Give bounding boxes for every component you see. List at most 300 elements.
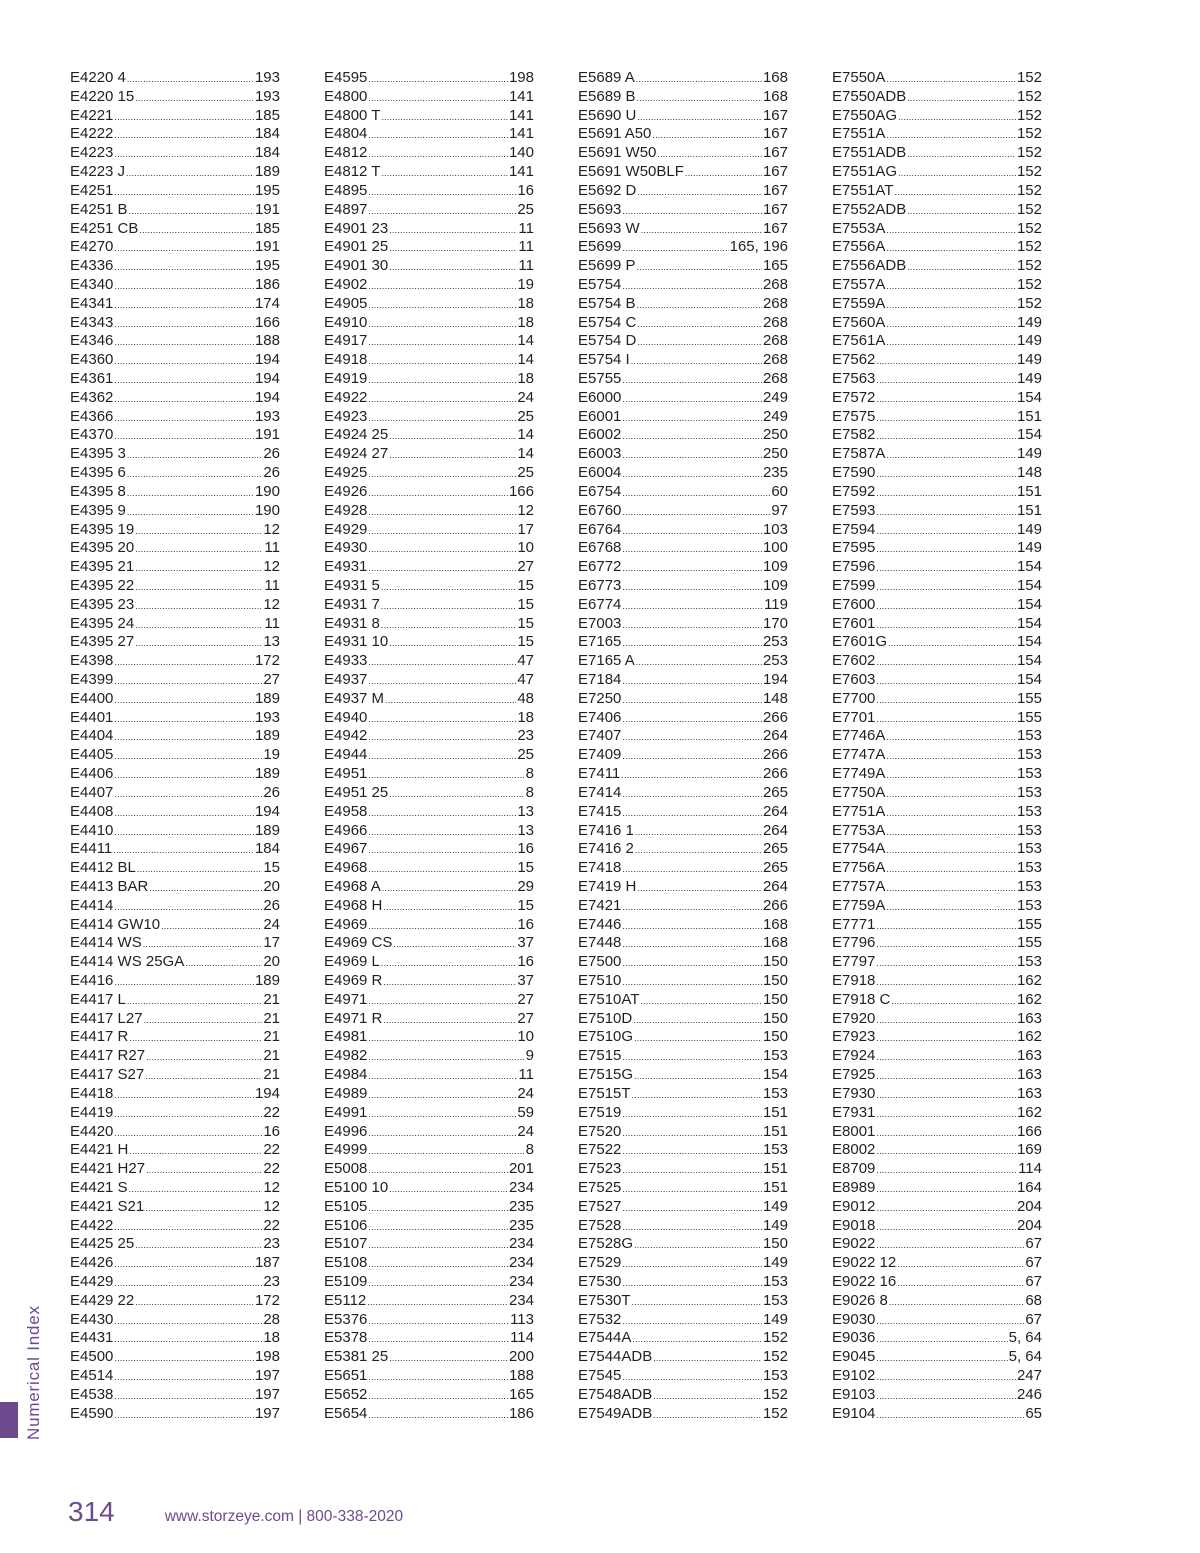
dot-leader [368,202,516,221]
index-entry [578,539,788,558]
dot-leader [876,1387,1016,1406]
dot-leader [381,108,508,127]
page-reference: 266 [762,746,788,764]
part-number: E4918 [324,351,368,369]
part-number: E4417 L27 [70,1009,143,1027]
index-entry [324,1367,534,1386]
page-reference: 47 [517,652,534,670]
part-number: E4969 [324,915,368,933]
dot-leader [888,634,1016,653]
part-number: E7592 [832,482,876,500]
part-number: E4426 [70,1254,114,1272]
index-entry [578,1405,788,1424]
part-number: E7749A [832,765,886,783]
part-number: E7602 [832,652,876,670]
part-number: E4500 [70,1348,114,1366]
part-number: E4969 CS [324,934,393,952]
index-entry [832,1405,1042,1424]
page-reference: 155 [1016,915,1042,933]
index-entry [578,1329,788,1348]
dot-leader [876,616,1016,635]
page-reference: 18 [517,313,534,331]
page-reference: 149 [762,1310,788,1328]
page-reference: 153 [1016,821,1042,839]
dot-leader [622,202,762,221]
page-reference: 60 [771,482,788,500]
part-number: E7751A [832,802,886,820]
index-entry [324,1104,534,1123]
index-entry [832,1235,1042,1254]
index-entry [832,163,1042,182]
part-number: E7510D [578,1009,633,1027]
page-reference: 24 [517,1122,534,1140]
part-number: E7528 [578,1216,622,1234]
index-entry [70,596,280,615]
dot-leader [368,1330,509,1349]
dot-leader [622,728,762,747]
index-entry [324,69,534,88]
page-reference: 149 [762,1197,788,1215]
page-reference: 155 [1016,689,1042,707]
part-number: E9045 [832,1348,876,1366]
index-entry [832,314,1042,333]
index-entry [578,1292,788,1311]
index-entry [578,1010,788,1029]
page-reference: 165 [508,1385,534,1403]
part-number: E4895 [324,181,368,199]
dot-leader [622,371,762,390]
page-reference: 191 [254,238,280,256]
index-entry [70,295,280,314]
dot-leader [876,1011,1016,1030]
dot-leader [383,1011,516,1030]
part-number: E4925 [324,464,368,482]
index-entry [70,144,280,163]
part-number: E7797 [832,953,876,971]
dot-leader [135,522,262,541]
dot-leader [622,239,728,258]
page-reference: 153 [1016,727,1042,745]
dot-leader [368,503,516,522]
part-number: E6754 [578,482,622,500]
index-entry [324,1405,534,1424]
dot-leader [127,992,262,1011]
index-entry [578,1141,788,1160]
index-entry [578,276,788,295]
part-number: E6004 [578,464,622,482]
part-number: E9018 [832,1216,876,1234]
page-reference: 5, 64 [1008,1329,1042,1347]
dot-leader [622,1274,762,1293]
dot-leader [886,898,1016,917]
dot-leader [368,1199,508,1218]
dot-leader [876,1312,1024,1331]
dot-leader [622,917,762,936]
part-number: E4406 [70,765,114,783]
dot-leader [114,747,262,766]
page-reference: 155 [1016,934,1042,952]
part-number: E4989 [324,1084,368,1102]
dot-leader [876,578,1016,597]
index-entry [832,220,1042,239]
dot-leader [114,785,262,804]
part-number: E7165 [578,633,622,651]
page-reference: 18 [517,370,534,387]
page-reference: 16 [517,840,534,858]
part-number: E9022 16 [832,1273,897,1290]
dot-leader [368,484,508,503]
part-number: E4395 20 [70,539,135,557]
index-entry [70,351,280,370]
section-tab [0,1402,18,1438]
page-reference: 19 [517,275,534,293]
page-reference: 16 [517,953,534,971]
page-reference: 165, 196 [729,238,788,256]
page-reference: 14 [517,351,534,369]
dot-leader [114,1330,262,1349]
index-entry [578,1047,788,1066]
index-entry [70,897,280,916]
part-number: E5381 25 [324,1348,389,1366]
page-reference: 14 [517,445,534,463]
dot-leader [898,108,1016,127]
dot-leader [622,578,762,597]
dot-leader [894,183,1016,202]
dot-leader [368,315,516,334]
index-entry [324,370,534,389]
index-entry [324,840,534,859]
part-number: E4417 L [70,990,126,1008]
page-reference: 14 [517,426,534,444]
index-entry [832,709,1042,728]
dot-leader [135,578,263,597]
dot-leader [876,484,1016,503]
part-number: E7582 [832,426,876,444]
dot-leader [876,597,1016,616]
index-entry [578,878,788,897]
index-entry [324,953,534,972]
part-number: E5693 [578,200,622,218]
part-number: E4222 [70,125,114,143]
part-number: E7415 [578,802,622,820]
dot-leader [114,1312,262,1331]
index-entry [832,521,1042,540]
index-entry [324,746,534,765]
part-number: E6773 [578,576,622,594]
index-entry [324,577,534,596]
part-number: E7550A [832,69,886,86]
dot-leader [114,823,254,842]
dot-leader [135,634,262,653]
page-reference: 198 [508,69,534,86]
page-reference: 11 [518,1066,534,1084]
index-entry [324,596,534,615]
page-reference: 189 [254,765,280,783]
dot-leader [368,1274,508,1293]
index-entry [324,1386,534,1405]
index-entry [832,803,1042,822]
dot-leader [114,728,254,747]
part-number: E4401 [70,708,114,726]
page-reference: 268 [762,313,788,331]
index-entry [578,934,788,953]
part-number: E7750A [832,783,886,801]
part-number: E7549ADB [578,1404,653,1422]
page-reference: 265 [762,783,788,801]
dot-leader [876,465,1016,484]
page-reference: 153 [762,1141,788,1159]
page-reference: 151 [1016,482,1042,500]
page-reference: 18 [517,294,534,312]
part-number: E6768 [578,539,622,557]
dot-leader [891,992,1016,1011]
page-reference: 194 [254,1084,280,1102]
index-entry [578,784,788,803]
dot-leader [622,597,763,616]
part-number: E7759A [832,896,886,914]
page-reference: 167 [762,219,788,237]
part-number: E7754A [832,840,886,858]
dot-leader [126,164,254,183]
index-entry [832,596,1042,615]
part-number: E4251 B [70,200,128,218]
dot-leader [876,559,1016,578]
part-number: E6774 [578,595,622,613]
page-reference: 264 [762,802,788,820]
index-entry [578,671,788,690]
index-entry [324,859,534,878]
page-reference: 151 [762,1122,788,1140]
page-reference: 166 [254,313,280,331]
index-entry [578,633,788,652]
dot-leader [622,1255,762,1274]
dot-leader [368,1086,516,1105]
dot-leader [368,728,516,747]
index-entry [324,1273,534,1292]
page-reference: 169 [1016,1141,1042,1159]
dot-leader [135,540,263,559]
part-number: E5112 [324,1291,367,1309]
page-reference: 167 [762,144,788,162]
page-reference: 27 [517,1009,534,1027]
page-reference: 67 [1025,1235,1042,1253]
part-number: E4902 [324,275,368,293]
index-entry [324,615,534,634]
dot-leader [368,352,516,371]
dot-leader [621,766,762,785]
dot-leader [137,860,262,879]
page-reference: 265 [762,859,788,877]
dot-leader [886,879,1016,898]
dot-leader [114,145,254,164]
part-number: E4340 [70,275,114,293]
part-number: E4421 H27 [70,1160,146,1178]
part-number: E4966 [324,821,368,839]
dot-leader [368,747,516,766]
part-number: E7519 [578,1103,622,1121]
part-number: E4399 [70,671,114,688]
index-entry [70,953,280,972]
part-number: E7596 [832,558,876,576]
dot-leader [114,1274,262,1293]
index-entry [70,1273,280,1292]
dot-leader [114,1387,254,1406]
index-entry [578,521,788,540]
page-reference: 25 [517,407,534,425]
part-number: E4395 23 [70,595,135,613]
page-reference: 21 [263,990,280,1008]
dot-leader [368,1124,516,1143]
dot-leader [640,992,762,1011]
page-reference: 24 [517,1084,534,1102]
dot-leader [622,390,762,409]
page-reference: 235 [508,1216,534,1234]
index-entry [324,332,534,351]
index-entry [70,1179,280,1198]
part-number: E9103 [832,1385,876,1403]
dot-leader [368,672,516,691]
index-entry [70,464,280,483]
dot-leader [622,1048,762,1067]
part-number: E5699 P [578,257,636,275]
part-number: E5109 [324,1273,368,1290]
dot-leader [368,145,508,164]
page-reference: 23 [517,727,534,745]
part-number: E7757A [832,877,886,895]
index-entry [70,332,280,351]
part-number: E4924 25 [324,426,389,444]
dot-leader [876,653,1016,672]
part-number: E4417 R [70,1028,129,1046]
page-reference: 266 [762,765,788,783]
index-entry [832,746,1042,765]
index-entry [324,1254,534,1273]
page-reference: 253 [762,633,788,651]
page-reference: 25 [517,464,534,482]
part-number: E7530 [578,1273,622,1290]
index-column [832,69,1042,1424]
dot-leader [368,540,516,559]
page-reference: 26 [263,464,280,482]
part-number: E7525 [578,1178,622,1196]
part-number: E7562 [832,351,876,369]
part-number: E8709 [832,1160,876,1178]
page-reference: 10 [517,1028,534,1046]
page-reference: 193 [254,708,280,726]
index-entry [70,88,280,107]
part-number: E5651 [324,1367,368,1385]
part-number: E5376 [324,1310,368,1328]
page-reference: 26 [263,445,280,463]
dot-leader [637,296,762,315]
index-entry [578,690,788,709]
part-number: E6772 [578,558,622,576]
index-entry [324,878,534,897]
page-reference: 172 [254,652,280,670]
dot-leader [876,1180,1016,1199]
page-reference: 200 [508,1348,534,1366]
index-entry [70,426,280,445]
index-entry [70,257,280,276]
part-number: E4395 27 [70,633,135,651]
dot-leader [886,804,1016,823]
part-number: E4905 [324,294,368,312]
part-number: E8002 [832,1141,876,1159]
page-reference: 163 [1016,1066,1042,1084]
part-number: E4223 [70,144,114,162]
page-reference: 149 [1016,351,1042,369]
dot-leader [886,841,1016,860]
index-entry [70,1386,280,1405]
page-reference: 22 [263,1160,280,1178]
part-number: E4981 [324,1028,368,1046]
dot-leader [622,522,762,541]
page-reference: 162 [1016,1028,1042,1046]
page-reference: 154 [1016,633,1042,651]
page-reference: 109 [762,576,788,594]
index-entry [324,389,534,408]
dot-leader [652,126,762,145]
part-number: E9104 [832,1404,876,1422]
part-number: E4942 [324,727,368,745]
part-number: E6760 [578,501,622,519]
dot-leader [622,691,762,710]
dot-leader [114,1086,254,1105]
page-reference: 197 [254,1385,280,1403]
dot-leader [907,145,1016,164]
index-entry [578,1085,788,1104]
dot-leader [389,427,516,446]
index-entry [578,257,788,276]
part-number: E7925 [832,1066,876,1084]
index-entry [832,332,1042,351]
index-entry [578,1273,788,1292]
index-entry [832,1179,1042,1198]
dot-leader [145,1067,262,1086]
page-reference: 152 [1016,125,1042,143]
dot-leader [127,465,262,484]
part-number: E4421 H [70,1141,129,1159]
dot-leader [636,70,762,89]
page-reference: 8 [525,1141,534,1159]
dot-leader [114,973,254,992]
page-reference: 28 [263,1310,280,1328]
dot-leader [383,973,516,992]
part-number: E5691 A50 [578,125,652,143]
part-number: E4812 T [324,163,381,181]
index-entry [832,257,1042,276]
dot-leader [886,860,1016,879]
part-number: E5106 [324,1216,368,1234]
part-number: E4370 [70,426,114,444]
dot-leader [876,1199,1016,1218]
part-number: E7572 [832,388,876,406]
index-entry [70,220,280,239]
index-entry [832,1273,1042,1292]
index-entry [578,502,788,521]
page-reference: 141 [508,125,534,143]
dot-leader [634,1236,762,1255]
dot-leader [635,841,762,860]
page-reference: 47 [517,671,534,688]
page-reference: 11 [264,576,280,594]
dot-leader [127,484,254,503]
index-entry [70,1028,280,1047]
part-number: E4395 8 [70,482,126,500]
page-reference: 151 [762,1103,788,1121]
dot-leader [135,1236,262,1255]
dot-leader [143,935,263,954]
